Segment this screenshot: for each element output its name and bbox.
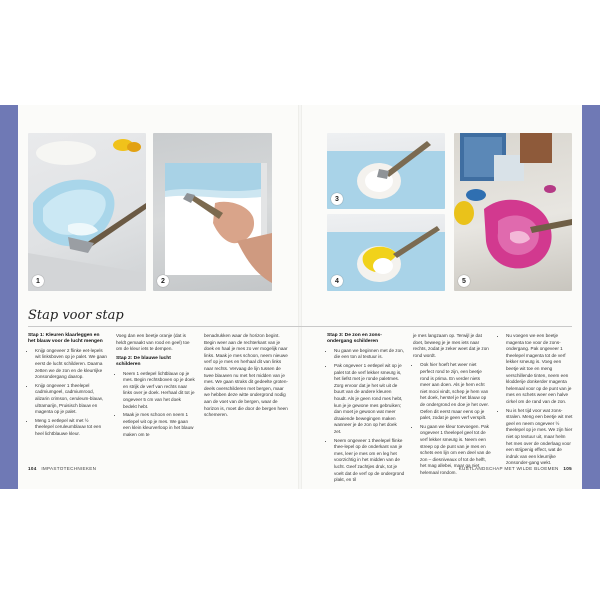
- text-column-6: [499, 333, 573, 470]
- step-3-bullet: • Nu is het tijd voor wat zons-stralen. Meng een beetje wit met geel en neem ongeveer ½ theelepel op je mes. We zijn hier niet op textuur uit, maar helm het mes over de onderlaag voor een strijpenig effect, wat de indruk van een kleurrijke zonsonder-gang wekt.: [506, 408, 573, 467]
- step-1-bullet: • Meng 1 eetlepel wit met ½ theelepel ceruleumblauw tot een heel lichtblauwe kleur.: [35, 418, 108, 438]
- photo-number-badge: 5: [458, 275, 470, 287]
- photo-1-illustration: [28, 133, 146, 291]
- photo-white-sun: [327, 133, 445, 209]
- text-column-3: [204, 333, 288, 422]
- text-column-5: [413, 333, 491, 479]
- book-gutter: [298, 105, 302, 489]
- photo-number-badge: 3: [331, 193, 343, 205]
- photo-magenta-paint: [454, 133, 572, 291]
- step-3-bullet: • Nu voegen we een beetje magenta toe voor de zons-ondergang. Pak ongeveer 1 theelepel magenta tot de verf lekker smeuïg is. Voeg een beetje wit toe en meng verschillende tinten, neem een klodderije donkerder magenta helemaal voor op de punt van je mes en schets weer een halve cirkel om de rand van de zon.: [506, 333, 573, 406]
- photo-number-badge: 2: [157, 275, 169, 287]
- heading-divider: [28, 326, 572, 327]
- step-3-bullet: • Nu gaan we beginnen met de zon, die een ton al textuur is.: [334, 348, 405, 361]
- step-3-bullet: • Nu gaan we kleur toevoegen. Pak ongeveer 1 theelepel geel tot de verf lekker smeuïg is. Neem een streep op de punt van je mes en schets een lijn om een deel van de zon – diesniveaux of tot de helft, het mag allebei, maar ga niet helemaal rondom.: [420, 424, 491, 477]
- step-3-heading: Stap 3: De zon en zons-ondergang schilderen: [327, 333, 382, 345]
- left-page-footer: [28, 466, 96, 471]
- step-1-heading: Stap 1: Kleuren klaarleggen en het blauw voor de lucht mengen: [28, 333, 103, 345]
- section-heading: Stap voor stap: [28, 308, 124, 323]
- photo-mixing-blue: [28, 133, 146, 291]
- step-2-continued: benadrukken waar de horizon begint. Begin weer aan de rechterkant van je doek en haal je mes zo ver mogelijk naar links. Maak je mes schoon, neem nieuwe verf op je mes en herhaal dit van links naar rechts. Vervaag de lijn tussen de twee blauwen nu met het midden van je mes. We gaan straks dit gedeelte groten-deels overschilderen met bergen, maar we hebben deze witte ondergrond nodig aan de voet van de bergen, waar de horizon is, moet die door de bergen heen schemeren.: [204, 333, 288, 418]
- text-column-2: [116, 333, 196, 442]
- step-1-bullet: • Knijp ongeveer 2 flinke eet-lepels wit linksboven op je palet. We gaan eerst de lucht schilderen. Daarna zetten we de zon en de kleurrijke zonsondergang daarop.: [35, 348, 108, 381]
- right-page-edge: [582, 105, 600, 489]
- right-running-title: KUSTLANDSCHAP MET WILDE BLOEMEN: [458, 466, 559, 471]
- text-column-4: [327, 333, 405, 487]
- photo-painting-sky: [153, 133, 272, 291]
- step-2-bullet: • Neem 1 eetlepel lichtblauw op je mes. Begin rechtsboven op je doek en strijk de verf van rechts naar links over je doek. Herhaal dit tot je ongeveer 5 cm van het doek bedekt hebt.: [123, 371, 196, 411]
- photo-2-illustration: [153, 133, 272, 291]
- left-page-number: 104: [28, 466, 37, 471]
- step-3-bullet: • Ook hier hoeft het weer niet perfect rond te zijn, een beetje rond is prima. En verder niets meer aan doen. Als je hem echt niet mooi vindt, schep je hem van het doek, herstel je het blauw op de ondergrond en doe je het over. Oefen dit eerst maar eens op je palet, zodat je geen verf verspilt.: [420, 362, 491, 421]
- step-2-heading: Stap 2: De blauwe lucht schilderen: [116, 355, 171, 368]
- photo-number-badge: 4: [331, 275, 343, 287]
- photo-3-illustration: [327, 133, 445, 209]
- photo-yellow-sun: [327, 214, 445, 291]
- step-1-continued: Voeg dan een beetje oranje (dat is heldt gemaakt van rood en geel) toe om de kleur iets te dempen.: [116, 333, 190, 352]
- step-2-bullet: • Maak je mes schoon en neem 1 eetlepel wit op je mes. We gaan een klein kleurverloop in het blauw maken om te: [123, 412, 196, 438]
- step-3-bullet: • Pak ongeveer 1 eetlepel wit op je palet tot de verf lekker smeuïg is, het liefst met je ronde paletmes. Zorg ervoor dat je het wit uit de buurt van de andere kleuren houdt. Als je geen rond mes hebt, kun je je gewone mes gebruiken; dan moet je gewoon wat meer draaiende bewegingen maken wanneer je de zon op het doek zet.: [334, 363, 405, 436]
- right-page-footer: [459, 466, 572, 471]
- photo-4-illustration: [327, 214, 445, 291]
- photo-number-badge: 1: [32, 275, 44, 287]
- photo-5-illustration: [454, 133, 572, 291]
- text-column-1: [28, 333, 108, 441]
- left-page-edge: [0, 105, 18, 489]
- step-3-bullet: • Neem ongeveer 1 theelepel flinke thee-lepel op de onderkant van je mes, leer je mes om en leg het voorzichtig in het midden van de lucht. Geef zachtjes druk, tot je voelt dat de verf op de ondergrond plakt, en til: [334, 438, 405, 484]
- right-page-number: 105: [563, 466, 572, 471]
- left-running-title: IMPASTOTECHNIEKEN: [41, 466, 97, 471]
- step-1-bullet: • Knijp ongeveer 1 theelepel cadmiumgeel, cadmiumrood, alizarin crimson, ceruleum-blauw, ultramarijn, Pruisisch blauw en magenta op je palet.: [35, 383, 108, 416]
- step-3-continued: je mes langzaam op. Terwijl je dat doet, beweeg je je mes iets naar rechts, zodat je zeker weet dat je zon rond wordt.: [413, 333, 489, 358]
